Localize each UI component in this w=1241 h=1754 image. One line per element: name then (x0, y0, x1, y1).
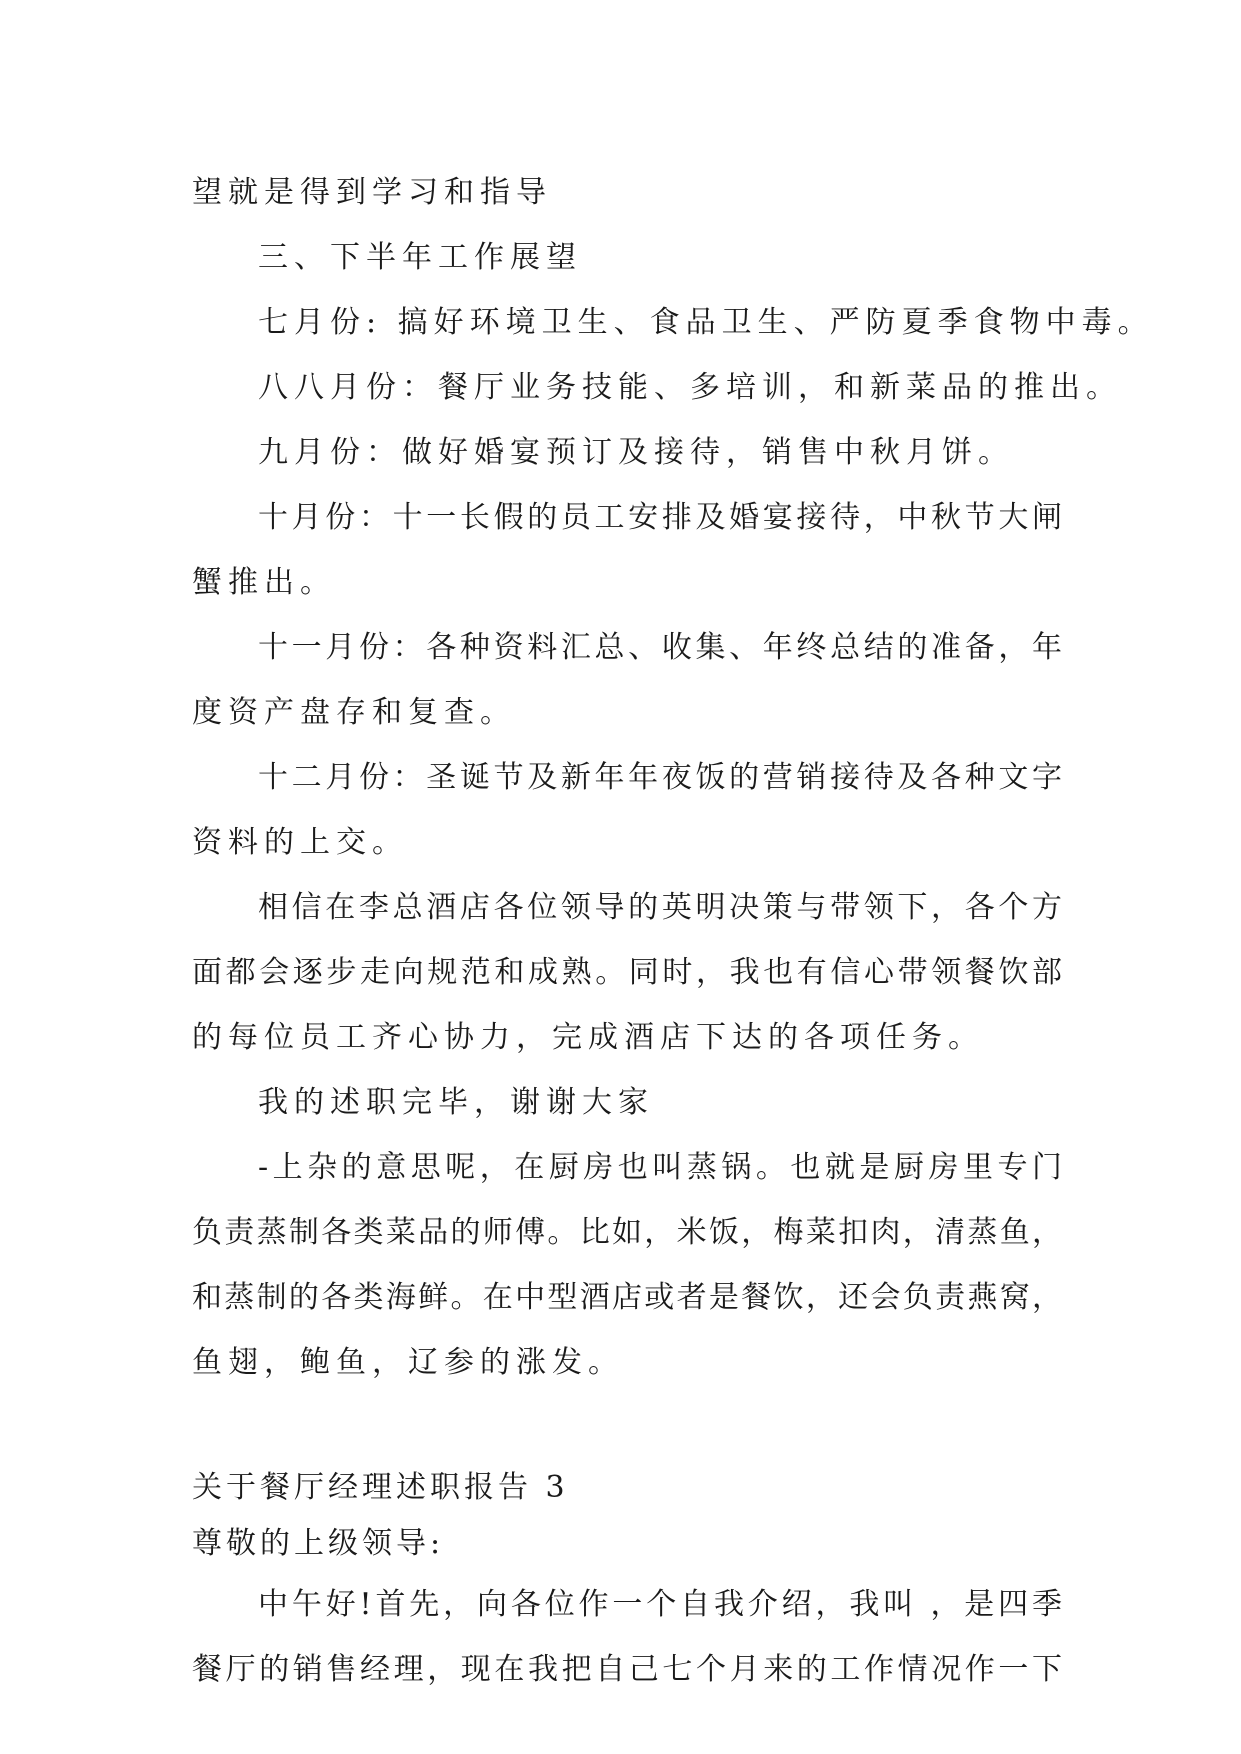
text-line: 资料的上交。 (192, 825, 408, 860)
text-line: 望就是得到学习和指导 (192, 175, 552, 210)
report-title: 关于餐厅经理述职报告 3 (192, 1470, 569, 1505)
text-line: 八八月份：餐厅业务技能、多培训，和新菜品的推出。 (258, 370, 1122, 405)
text-line: 的每位员工齐心协力，完成酒店下达的各项任务。 (192, 1020, 984, 1055)
text-line: 七月份: 搞好环境卫生、食品卫生、严防夏季食物中毒。 (258, 305, 1154, 340)
text-line: 十一月份：各种资料汇总、收集、年终总结的准备，年 (258, 630, 1062, 665)
text-line: 度资产盘存和复查。 (192, 695, 516, 730)
salutation: 尊敬的上级领导: (192, 1526, 445, 1561)
paragraph-gap (192, 1395, 1062, 1460)
text-line: 和蒸制的各类海鲜。在中型酒店或者是餐饮，还会负责燕窝， (192, 1280, 1062, 1315)
text-line: -上杂的意思呢，在厨房也叫蒸锅。也就是厨房里专门 (258, 1150, 1062, 1185)
text-line: 九月份：做好婚宴预订及接待，销售中秋月饼。 (258, 435, 1014, 470)
text-line: 十月份：十一长假的员工安排及婚宴接待，中秋节大闸 (258, 500, 1062, 535)
text-line: 面都会逐步走向规范和成熟。同时，我也有信心带领餐饮部 (192, 955, 1062, 990)
text-line: 餐厅的销售经理，现在我把自己七个月来的工作情况作一下 (192, 1652, 1062, 1687)
text-line: 相信在李总酒店各位领导的英明决策与带领下，各个方 (258, 890, 1062, 925)
text-line: 负责蒸制各类菜品的师傅。比如，米饭，梅菜扣肉，清蒸鱼， (192, 1215, 1062, 1250)
text-line: 我的述职完毕，谢谢大家 (258, 1085, 654, 1120)
document-body (192, 160, 1154, 1702)
text-line: 十二月份：圣诞节及新年年夜饭的营销接待及各种文字 (258, 760, 1062, 795)
text-line: 中午好!首先，向各位作一个自我介绍，我叫 ，是四季 (258, 1587, 1062, 1622)
section-heading: 三、下半年工作展望 (258, 240, 582, 275)
text-line: 鱼翅，鲍鱼，辽参的涨发。 (192, 1345, 624, 1380)
text-line: 蟹推出。 (192, 565, 336, 600)
